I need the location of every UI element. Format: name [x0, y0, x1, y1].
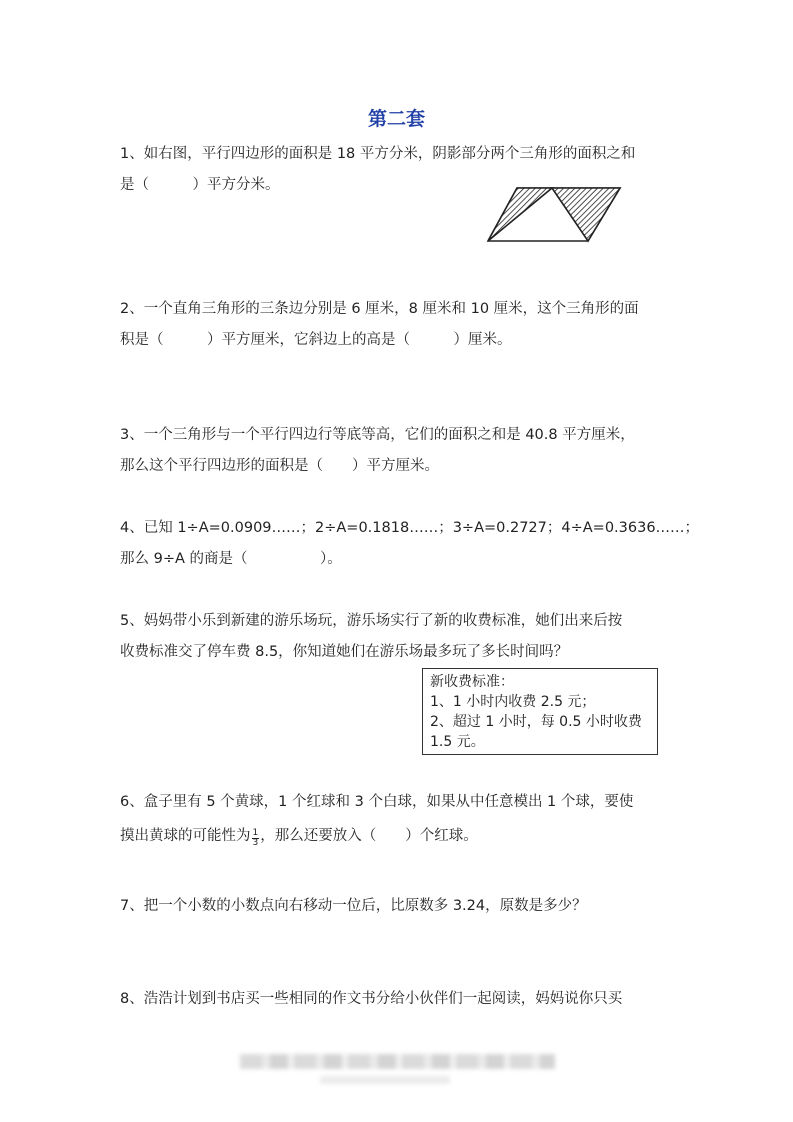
fraction-denominator: 3 — [252, 837, 259, 848]
fee-rules-box — [422, 668, 658, 755]
q3-line-1: 3、一个三角形与一个平行四边行等底等高，它们的面积之和是 40.8 平方厘米， — [120, 427, 635, 443]
parallelogram-figure — [486, 186, 622, 244]
q2-line-2: 积是（ ）平方厘米，它斜边上的高是（ ）厘米。 — [120, 332, 512, 348]
q5-line-1: 5、妈妈带小乐到新建的游乐场玩，游乐场实行了新的收费标准，她们出来后按 — [120, 613, 623, 629]
page-title: 第二套 — [367, 108, 425, 130]
q5-line-2: 收费标准交了停车费 8.5，你知道她们在游乐场最多玩了多长时间吗？ — [120, 644, 569, 660]
q7-line-1: 7、把一个小数的小数点向右移动一位后，比原数多 3.24，原数是多少？ — [120, 898, 587, 914]
q4-line-2: 那么 9÷A 的商是（ ）。 — [120, 551, 342, 567]
blurred-footer — [240, 1054, 555, 1069]
q1-line-1: 1、如右图，平行四边形的面积是 18 平方分米，阴影部分两个三角形的面积之和 — [120, 146, 636, 162]
q6-text-after: ，那么还要放入（ ）个红球。 — [260, 828, 478, 844]
q8-line-1: 8、浩浩计划到书店买一些相同的作文书分给小伙伴们一起阅读，妈妈说你只买 — [120, 991, 623, 1007]
fee-rule-1: 1、1 小时内收费 2.5 元； — [430, 694, 596, 710]
q6-text-before: 摸出黄球的可能性为 — [120, 828, 251, 844]
fee-rule-2-cont: 1.5 元。 — [430, 734, 485, 750]
fee-rules-heading: 新收费标准： — [430, 674, 514, 690]
probability-fraction — [252, 829, 260, 848]
fee-rule-2: 2、超过 1 小时，每 0.5 小时收费 — [430, 714, 642, 730]
fraction-numerator: 1 — [252, 827, 259, 838]
q4-line-1: 4、已知 1÷A=0.0909……；2÷A=0.1818……；3÷A=0.2727；4÷A=0.3636……； — [120, 520, 700, 536]
q6-line-1: 6、盒子里有 5 个黄球，1 个红球和 3 个白球，如果从中任意模出 1 个球，要使 — [120, 794, 634, 810]
q1-line-2: 是（ ）平方分米。 — [120, 177, 280, 193]
blurred-footer-sub — [320, 1076, 450, 1084]
q3-line-2: 那么这个平行四边形的面积是（ ）平方厘米。 — [120, 458, 439, 474]
q6-line-2 — [120, 826, 478, 846]
q2-line-1: 2、一个直角三角形的三条边分别是 6 厘米，8 厘米和 10 厘米，这个三角形的面 — [120, 301, 639, 317]
